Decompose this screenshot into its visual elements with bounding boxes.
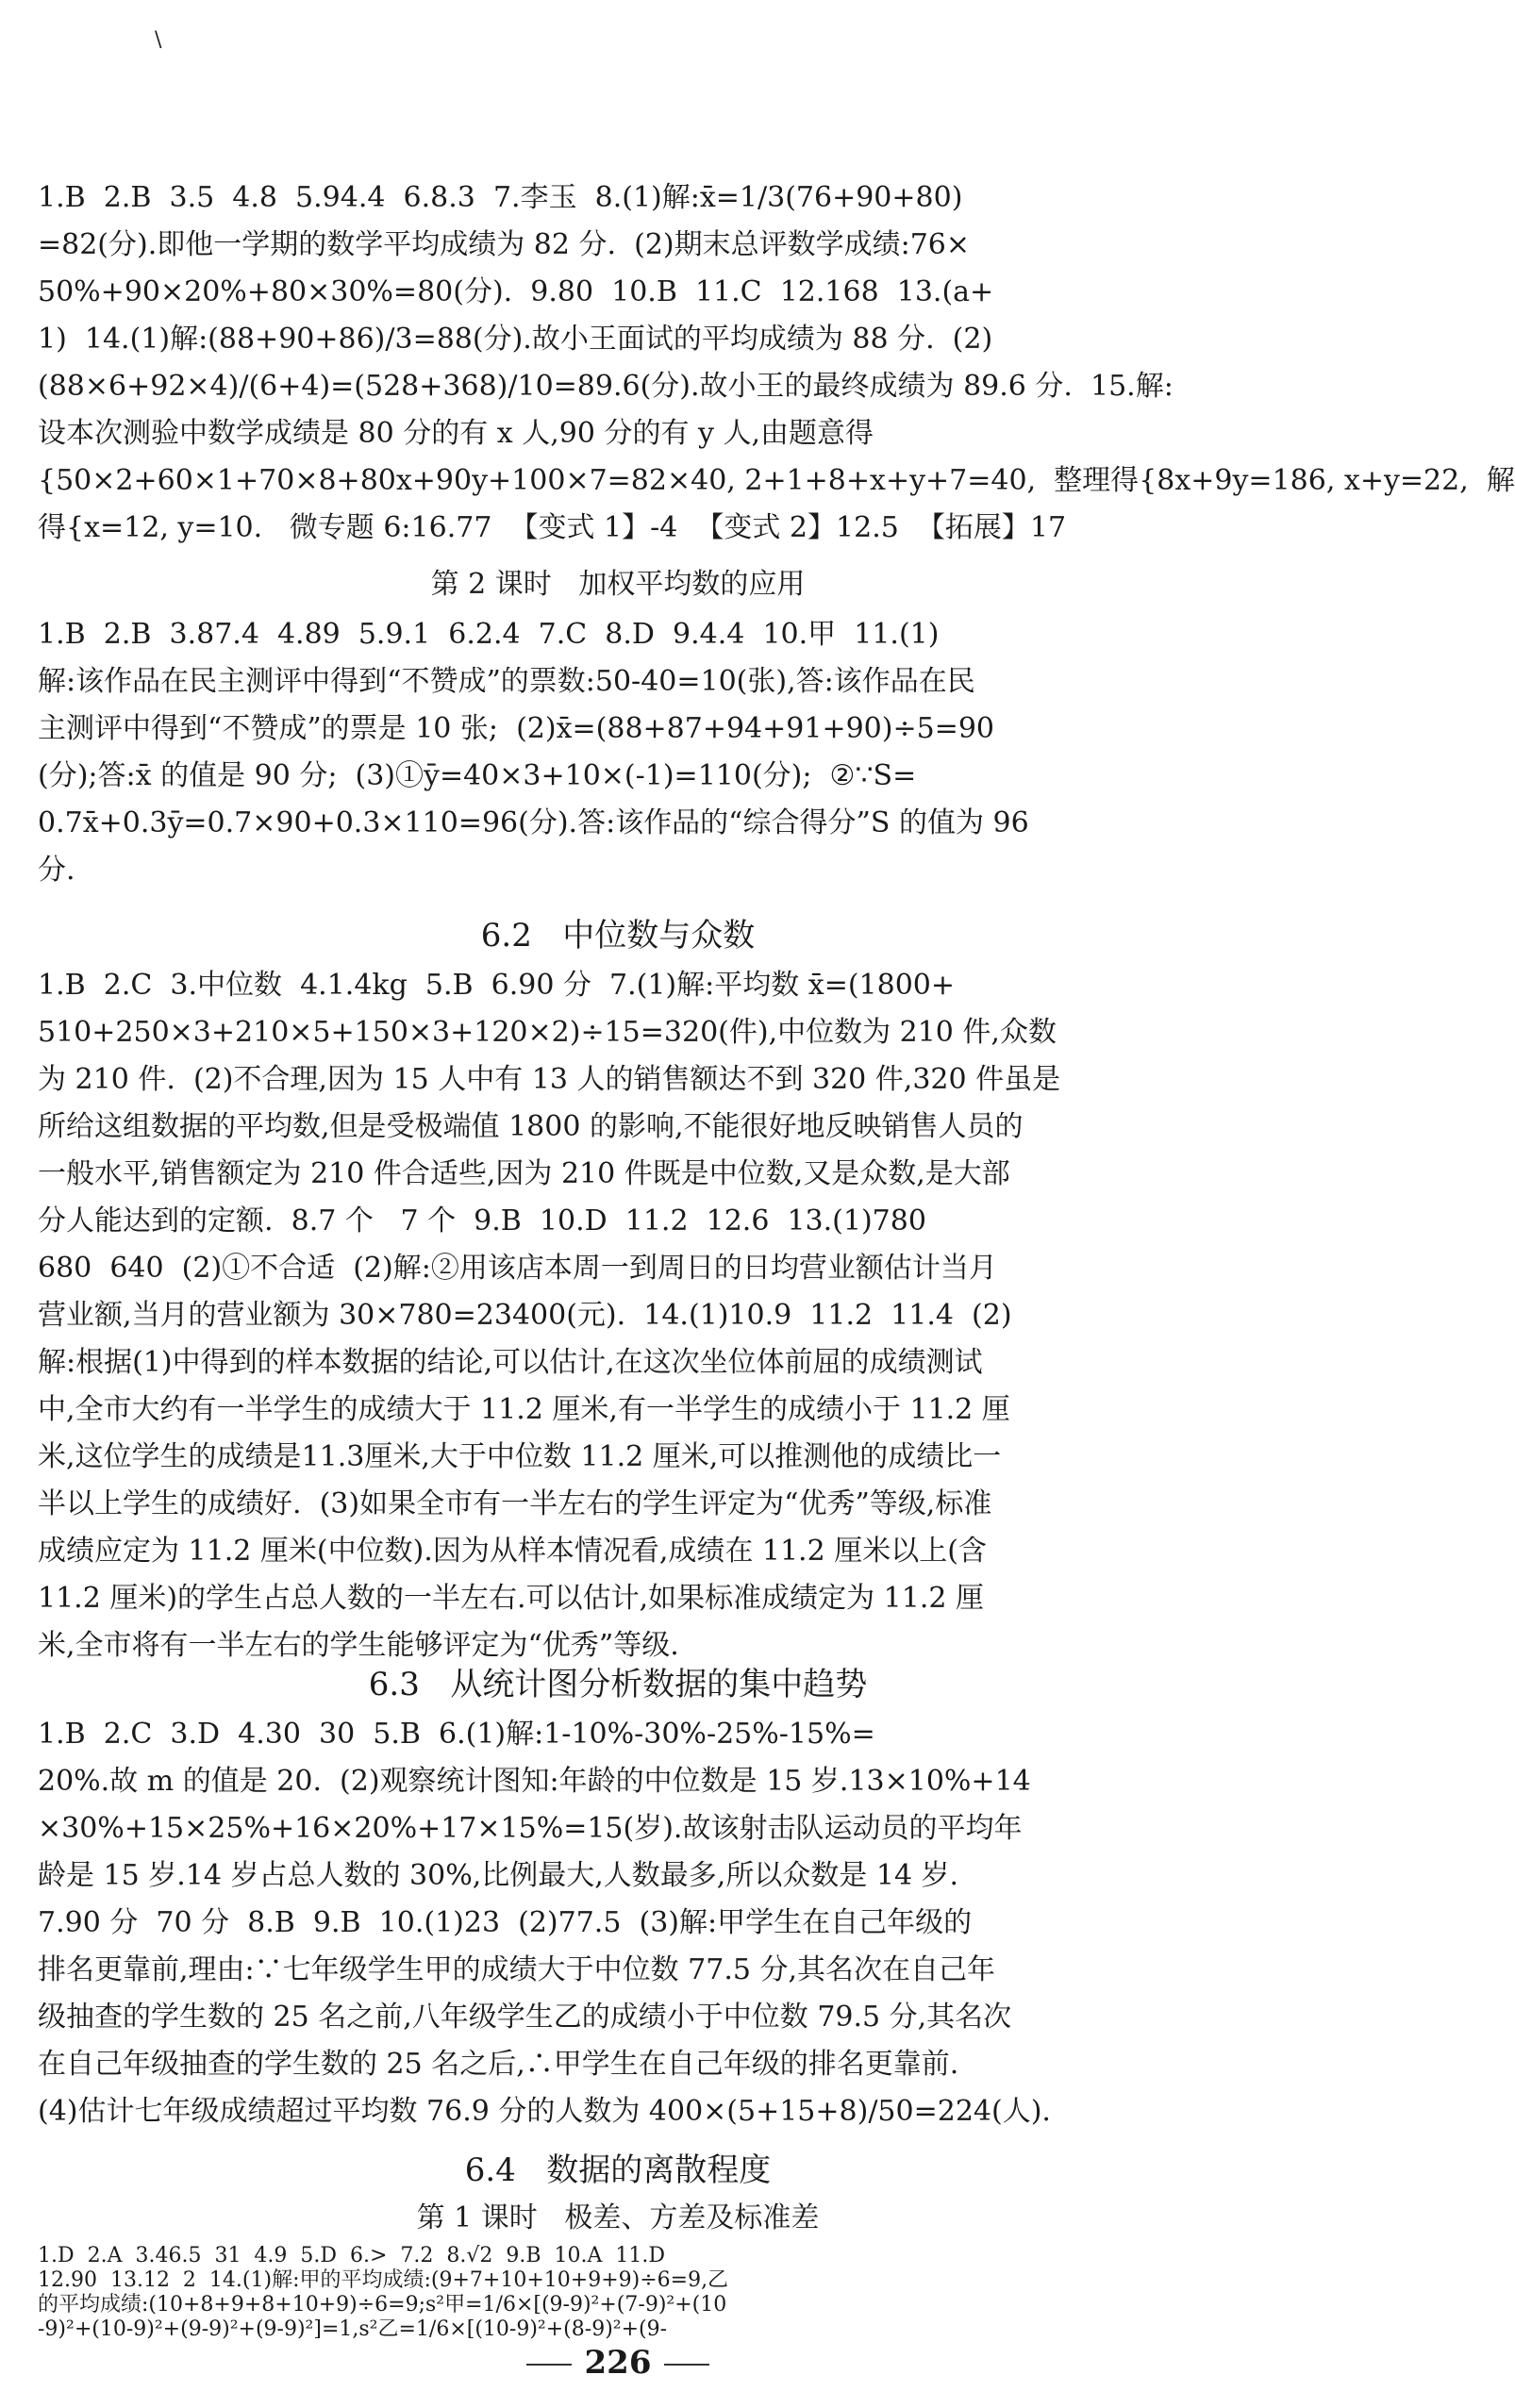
text-line: 中,全市大约有一半学生的成绩大于 11.2 厘米,有一半学生的成绩小于 11.2 厘 bbox=[38, 1393, 1010, 1426]
page-number bbox=[38, 2344, 1198, 2382]
text-line: 1.B 2.B 3.5 4.8 5.94.4 6.8.3 7.李玉 8.(1)解:x̄=1/3(76+90+80) bbox=[38, 181, 963, 214]
text-line: 1.B 2.B 3.87.4 4.89 5.9.1 6.2.4 7.C 8.D 9.4.4 10.甲 11.(1) bbox=[38, 618, 940, 651]
corner-mark: \ bbox=[155, 28, 162, 52]
section-6-2-title: 6.2 中位数与众数 bbox=[480, 917, 756, 955]
text-line: 1) 14.(1)解:(88+90+86)/3=88(分).故小王面试的平均成绩为 88 分. (2) bbox=[38, 323, 993, 356]
lesson-1-title: 第 1 课时 极差、方差及标准差 bbox=[416, 2201, 820, 2234]
text-line: 成绩应定为 11.2 厘米(中位数).因为从样本情况看,成绩在 11.2 厘米以上(含 bbox=[38, 1535, 987, 1568]
text-line: 1.B 2.C 3.中位数 4.1.4kg 5.B 6.90 分 7.(1)解:平均数 x̄=(1800+ bbox=[38, 969, 956, 1002]
text-line: (88×6+92×4)/(6+4)=(528+368)/10=89.6(分).故小王的最终成绩为 89.6 分. 15.解: bbox=[38, 370, 1174, 403]
text-line: 得{x=12, y=10. 微专题 6:16.77 【变式 1】-4 【变式 2】12.5 【拓展】17 bbox=[38, 511, 1067, 544]
text-line: 0.7x̄+0.3ȳ=0.7×90+0.3×110=96(分).答:该作品的“综合得分”S 的值为 96 bbox=[38, 806, 1029, 839]
text-line: 解:该作品在民主测评中得到“不赞成”的票数:50-40=10(张),答:该作品在民 bbox=[38, 665, 975, 698]
text-line: 11.2 厘米)的学生占总人数的一半左右.可以估计,如果标准成绩定为 11.2 厘 bbox=[38, 1582, 984, 1615]
text-line: 营业额,当月的营业额为 30×780=23400(元). 14.(1)10.9 11.2 11.4 (2) bbox=[38, 1299, 1012, 1332]
text-line: 龄是 15 岁.14 岁占总人数的 30%,比例最大,人数最多,所以众数是 14 岁. bbox=[38, 1859, 959, 1892]
text-line: ×30%+15×25%+16×20%+17×15%=15(岁).故该射击队运动员的平均年 bbox=[38, 1812, 1023, 1845]
text-line: 50%+90×20%+80×30%=80(分). 9.80 10.B 11.C 12.168 13.(a+ bbox=[38, 275, 994, 308]
section-6-3-title: 6.3 从统计图分析数据的集中趋势 bbox=[368, 1666, 868, 1703]
text-line: -9)²+(10-9)²+(9-9)²+(9-9)²]=1,s²乙=1/6×[(10-9)²+(8-9)²+(9- bbox=[38, 2317, 668, 2341]
text-line: 分人能达到的定额. 8.7 个 7 个 9.B 10.D 11.2 12.6 13.(1)780 bbox=[38, 1204, 926, 1237]
text-line: 级抽查的学生数的 25 名之前,八年级学生乙的成绩小于中位数 79.5 分,其名次 bbox=[38, 2001, 1012, 2034]
text-line: 在自己年级抽查的学生数的 25 名之后,∴甲学生在自己年级的排名更靠前. bbox=[38, 2048, 959, 2081]
answers-section-a bbox=[38, 174, 1515, 552]
text-line: 主测评中得到“不赞成”的票是 10 张; (2)x̄=(88+87+94+91+90)÷5=90 bbox=[38, 712, 995, 745]
text-line: =82(分).即他一学期的数学平均成绩为 82 分. (2)期末总评数学成绩:76× bbox=[38, 228, 971, 261]
text-line: 1.D 2.A 3.46.5 31 4.9 5.D 6.> 7.2 8.√2 9.B 10.A 11.D bbox=[38, 2244, 666, 2267]
page-number-text: 226 bbox=[584, 2344, 652, 2382]
text-line: (分);答:x̄ 的值是 90 分; (3)①ȳ=40×3+10×(-1)=110(分); ②∵S= bbox=[38, 759, 917, 792]
text-line: 一般水平,销售额定为 210 件合适些,因为 210 件既是中位数,又是众数,是大部 bbox=[38, 1157, 1010, 1190]
footer-dash-left bbox=[526, 2364, 572, 2366]
text-line: 米,全市将有一半左右的学生能够评定为“优秀”等级. bbox=[38, 1629, 679, 1662]
text-line: 米,这位学生的成绩是11.3厘米,大于中位数 11.2 厘米,可以推测他的成绩比一 bbox=[38, 1440, 1002, 1473]
text-line: 510+250×3+210×5+150×3+120×2)÷15=320(件),中位数为 210 件,众数 bbox=[38, 1016, 1057, 1049]
text-line: 12.90 13.12 2 14.(1)解:甲的平均成绩:(9+7+10+10+9+9)÷6=9,乙 bbox=[38, 2268, 729, 2292]
answers-lesson-2 bbox=[38, 611, 1198, 894]
text-line: 分. bbox=[38, 854, 75, 887]
answers-section-6-3 bbox=[38, 1711, 1198, 2135]
text-line: 的平均成绩:(10+8+9+8+10+9)÷6=9;s²甲=1/6×[(9-9)²+(7-9)²+(10 bbox=[38, 2293, 727, 2317]
text-line: {50×2+60×1+70×8+80x+90y+100×7=82×40, 2+1+8+x+y+7=40, 整理得{8x+9y=186, x+y=22, 解 bbox=[38, 464, 1515, 497]
text-line: 半以上学生的成绩好. (3)如果全市有一半左右的学生评定为“优秀”等级,标准 bbox=[38, 1487, 992, 1520]
text-line: 设本次测验中数学成绩是 80 分的有 x 人,90 分的有 y 人,由题意得 bbox=[38, 417, 874, 450]
text-line: 7.90 分 70 分 8.B 9.B 10.(1)23 (2)77.5 (3)解:甲学生在自己年级的 bbox=[38, 1906, 973, 1939]
text-line: 排名更靠前,理由:∵七年级学生甲的成绩大于中位数 77.5 分,其名次在自己年 bbox=[38, 1953, 996, 1986]
text-line: 为 210 件. (2)不合理,因为 15 人中有 13 人的销售额达不到 320 件,320 件虽是 bbox=[38, 1063, 1061, 1096]
lesson-2-title: 第 2 课时 加权平均数的应用 bbox=[430, 568, 806, 601]
text-line: 680 640 (2)①不合适 (2)解:②用该店本周一到周日的日均营业额估计当月 bbox=[38, 1252, 997, 1285]
footer-dash-right bbox=[664, 2364, 709, 2366]
answers-section-6-2 bbox=[38, 962, 1198, 1669]
text-line: 所给这组数据的平均数,但是受极端值 1800 的影响,不能很好地反映销售人员的 bbox=[38, 1110, 1024, 1143]
text-line: 20%.故 m 的值是 20. (2)观察统计图知:年龄的中位数是 15 岁.13×10%+14 bbox=[38, 1765, 1031, 1798]
section-6-4-title: 6.4 数据的离散程度 bbox=[464, 2151, 772, 2189]
text-line: (4)估计七年级成绩超过平均数 76.9 分的人数为 400×(5+15+8)/50=224(人). bbox=[38, 2095, 1051, 2128]
document-page bbox=[38, 0, 1515, 2408]
text-line: 解:根据(1)中得到的样本数据的结论,可以估计,在这次坐位体前屈的成绩测试 bbox=[38, 1346, 983, 1379]
text-line: 1.B 2.C 3.D 4.30 30 5.B 6.(1)解:1-10%-30%-25%-15%= bbox=[38, 1718, 875, 1751]
